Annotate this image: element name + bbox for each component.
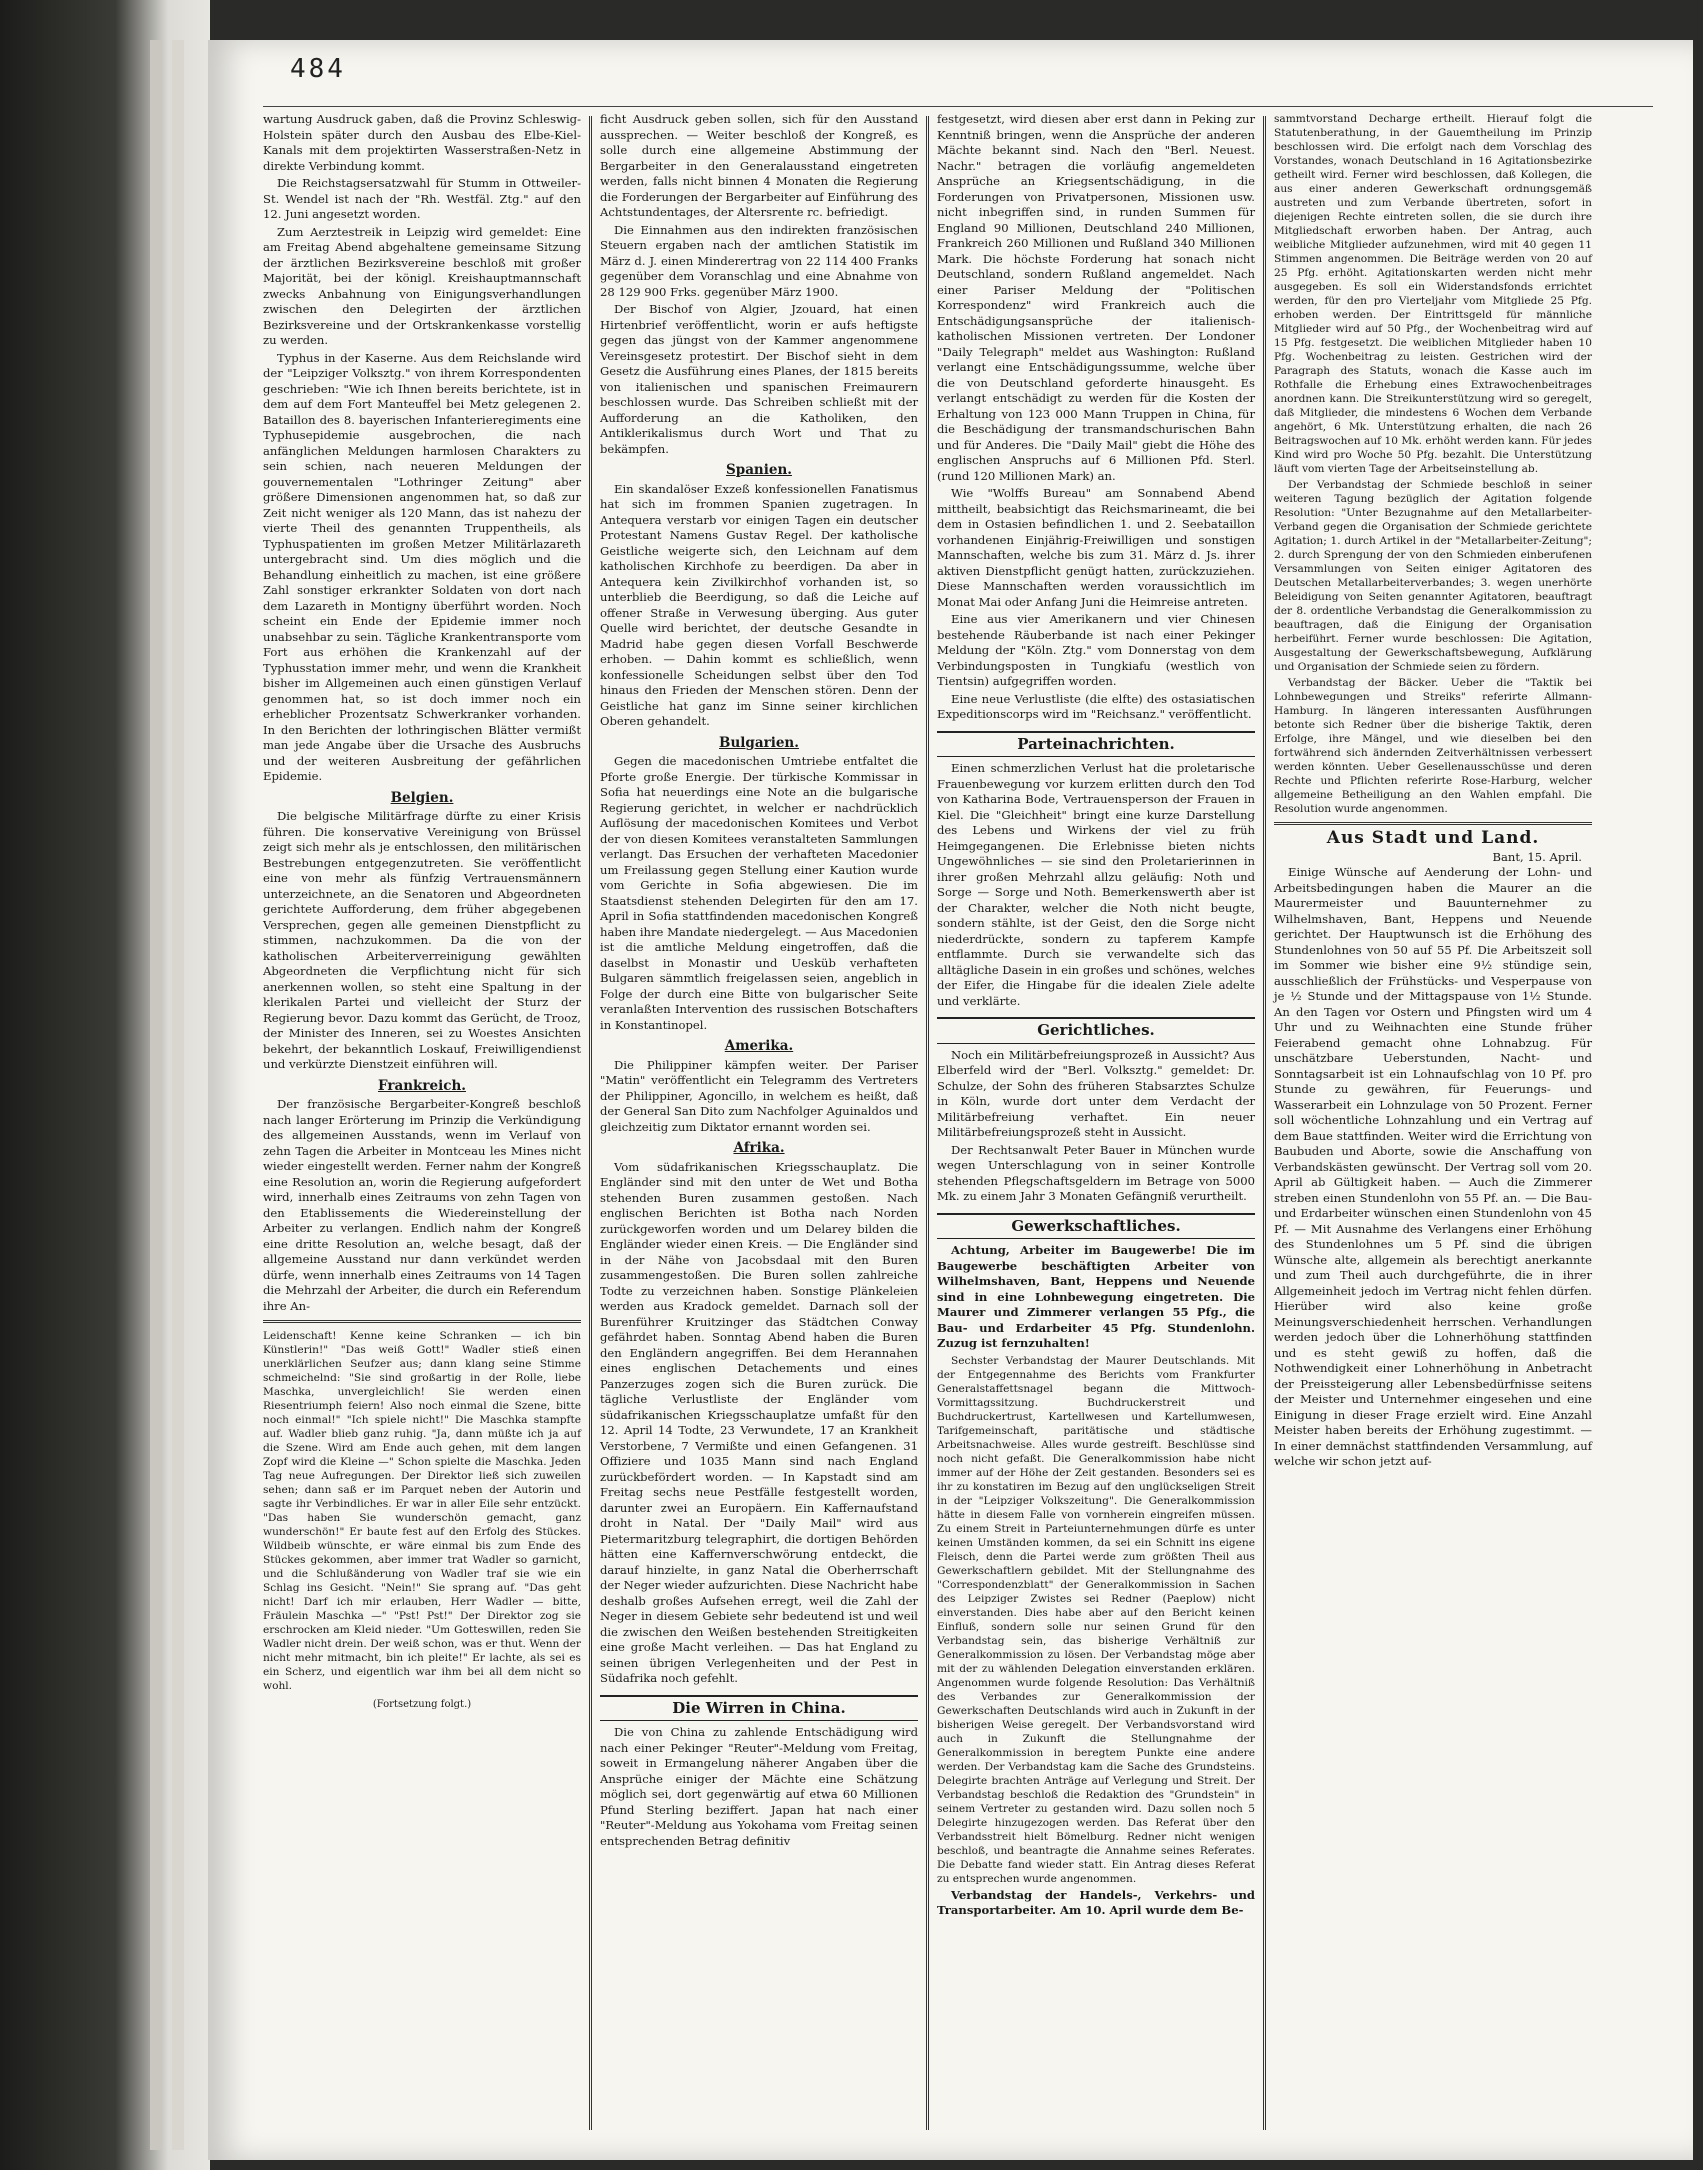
binding-edge bbox=[150, 40, 162, 2150]
section-heading: Parteinachrichten. bbox=[937, 731, 1255, 758]
column-4 bbox=[1274, 112, 1592, 1472]
paragraph: Wie "Wolffs Bureau" am Sonnabend Abend mittheilt, beabsichtigt das Reichsmarineamt, die bei dem in Ostasien befindlichen 1. und 2. Seebataillon vorhandenen Einjährig-Freiwilligen und sonstigen Mannschaften, welche bis zum 31. März d. Js. ihrer aktiven Dienstpflicht genügt hatten, zurückzuziehen. Diese Mannschaften werden voraussichtlich im Monat Mai oder Anfang Juni die Heimreise antreten. bbox=[937, 486, 1255, 609]
newspaper-page bbox=[208, 40, 1693, 2160]
section-heading: Amerika. bbox=[724, 1038, 794, 1054]
paragraph: Die Philippiner kämpfen weiter. Der Pariser "Matin" veröffentlicht ein Telegramm des Vertreters der Philippiner, Agoncillo, in welchem es heißt, daß der General San Dito zum Nachfolger Aguinaldos und gleichzeitig zum Diktator ernannt worden sei. bbox=[600, 1057, 918, 1134]
section-heading: Bulgarien. bbox=[719, 734, 799, 751]
binding-edge bbox=[172, 40, 184, 2150]
dateline: Bant, 15. April. bbox=[1492, 849, 1582, 864]
continuation-note: (Fortsetzung folgt.) bbox=[372, 1699, 472, 1710]
paragraph: Eine aus vier Amerikanern und vier Chinesen bestehende Räuberbande ist nach einer Pekinger Meldung der "Köln. Ztg." vom Donnerstag von dem Verbindungsposten in Tungkiafu (westlich von Tientsin) aufgegriffen worden. bbox=[937, 612, 1255, 688]
paragraph: Der Rechtsanwalt Peter Bauer in München wurde wegen Unterschlagung von in seiner Kontrolle stehenden Pflegschaftsgeldern im Betrage von 5000 Mk. zu einem Jahr 3 Monaten Gefängniß verurtheilt. bbox=[937, 1142, 1255, 1203]
section-heading: Belgien. bbox=[390, 789, 454, 806]
feuilleton-text: Leidenschaft! Kenne keine Schranken — ich bin Künstlerin!" "Das weiß Gott!" Wadler stieß einen unerklärlichen Seufzer aus; dann klang seine Stimme schmeichelnd: "Sie sind großartig in der Rolle, liebe Maschka, unvergleichlich! Sie werden einen Riesentriumph feiern! Also noch einmal die Szene, bitte noch einmal!" "Ich spiele nicht!" Die Maschka stampfte auf. Wadler blieb ganz ruhig. "Ja, dann müßte ich ja auf die Szene. Wird am Ende auch gehen, mit dem langen Zopf wird die Kleine —" Schon spielte die Maschka. Jeden Tag neue Aufregungen. Der Direktor ließ sich zuweilen sehen; dann saß er im Parquet neben der Autorin und sagte ihr Verbindliches. Er war in aller Eile sehr entzückt. "Das haben Sie wunderschön gemacht, ganz wunderschön!" Er baute fest auf den Erfolg des Stückes. Wildbeib wünschte, er wäre einmal bis zum Ende des Stückes gekommen, aber immer trat Wadler so garnicht, und die Schlußänderung von Wadler traf sie wie ein Schlag ins Gesicht. "Nein!" Sie sprang auf. "Das geht nicht! Darf ich mir erlauben, Herr Wadler — bitte, Fräulein Maschka —" "Pst! Pst!" Der Direktor zog sie erschrocken am Kleid nieder. "Um Gotteswillen, reden Sie Wadler nicht drein. Der weiß schon, was er thut. Wenn der nicht mehr mitmacht, bin ich pleite!" Er lachte, als sei es ein Scherz, und eigentlich war ihm bei all dem nicht so wohl. bbox=[263, 1330, 581, 1692]
paragraph: Achtung, Arbeiter im Baugewerbe! Die im Baugewerbe beschäftigten Arbeiter von Wilhelmshaven, Bant, Heppens und Neuende sind in eine Lohnbewegung eingetreten. Die Maurer und Zimmerer verlangen 55 Pfg., die Bau- und Erdarbeiter 45 Pfg. Stundenlohn. Zuzug ist fernzuhalten! bbox=[937, 1243, 1255, 1350]
section-heading: Gewerkschaftliches. bbox=[937, 1213, 1255, 1240]
paragraph: Einige Wünsche auf Aenderung der Lohn- und Arbeitsbedingungen haben die Maurer an die Maurermeister und Bauunternehmer zu Wilhelmshaven, Bant, Heppens und Neuende gerichtet. Der Hauptwunsch ist die Erhöhung des Stundenlohnes von 50 auf 55 Pf. Die Arbeitszeit soll im Sommer wie bisher eine 9½ stündige sein, ausschließlich der Frühstücks- und Vesperpause von je ½ Stunde und der Mittagspause von 1½ Stunde. An den Tagen vor Ostern und Pfingsten wird um 4 Uhr und zu Weihnachten eine Stunde früher Feierabend gemacht ohne Lohnabzug. Für unschätzbare Ueberstunden, Nacht- und Sonntagsarbeit ist ein Lohnaufschlag von 10 Pf. pro Stunde zu gewähren, für Feuerungs- und Wasserarbeit ein Lohnzulage von 50 Prozent. Ferner soll wöchentliche Lohnzahlung und ein Vertrag auf dem Baue stattfinden. Weiter wird die Errichtung von Baubuden und Aborte, sowie die Anschaffung von Verbandskästen gewünscht. Der Vertrag soll vom 20. April ab Gültigkeit haben. — Auch die Zimmerer streben einen Stundenlohn von 55 Pf. an. — Die Bau- und Erdarbeiter wünschen einen Stundenlohn von 45 Pf. — Mit Ausnahme des Verlangens einer Erhöhung des Stundenlohnes um 5 Pf. sind die übrigen Wünsche alte, allgemein als berechtigt anerkannte und zum Theil auch durchgeführte, die in ihrer Allgemeinheit jedoch im Vertrag nicht fehlen dürfen. Hierüber wird also keine große Meinungsverschiedenheit herrschen. Verhandlungen werden jedoch über die Lohnerhöhung stattfinden und es steht gewiß zu hoffen, daß die Nothwendigkeit einer Lohnerhöhung in Anbetracht der Preissteigerung aller Lebensbedürfnisse seitens der Meister und Unternehmer eingesehen und eine Einigung in dieser Frage erzielt wird. Eine Anzahl Meister haben bereits der Erhöhung zugestimmt. — In einer demnächst stattfindenden Versammlung, auf welche wir schon jetzt auf- bbox=[1274, 865, 1592, 1468]
section-heading: Gerichtliches. bbox=[937, 1017, 1255, 1044]
paragraph: Vom südafrikanischen Kriegsschauplatz. Die Engländer sind mit den unter de Wet und Botha stehenden Buren zusammen gestoßen. Nach englischen Berichten ist Botha nach Norden zurückgeworfen worden und um Delarey bilden die Engländer wieder einen Kreis. — Die Engländer sind in der Nähe von Jacobsdaal mit den Buren zusammengestoßen. Die Buren sollen zahlreiche Todte zu verzeichnen haben. Sonstige Plänkeleien werden aus Kradock gemeldet. Darnach soll der Burenführer Kruitzinger das Städtchen Conway gefährdet haben. Sonntag Abend haben die Buren den Engländern angegriffen. Bei dem Herannahen eines englischen Detachements und eines Panzerzuges zogen sich die Buren zurück. Die tägliche Verlustliste der Engländer vom südafrikanischen Kriegsschauplatze umfaßt für den 12. April 14 Todte, 23 Verwundete, 17 an Krankheit Verstorbene, 7 Vermißte und einen Gefangenen. 31 Offiziere und 1035 Mann sind nach England zurückbefördert worden. — In Kapstadt sind am Freitag sechs neue Pestfälle festgestellt worden, darunter zwei an Europäern. Ein Kaffernaufstand droht in Natal. Der "Daily Mail" wird aus Pietermaritzburg telegraphirt, die dortigen Behörden hätten eine Kaffernverschwörung entdeckt, die darauf hinzielte, in ganz Natal die Oberherrschaft der Neger wieder aufzurichten. Diese Nachricht habe deshalb großes Aufsehen erregt, weil die Zahl der Neger in diesem Gebiete sehr bedeutend ist und weil die zwischen den Weißen bestehenden Streitigkeiten eine große Macht verleihen. — Das hat England zu seinen übrigen Verlegenheiten und der Pest in Südafrika noch gefehlt. bbox=[600, 1159, 918, 1685]
paragraph: Zum Aerztestreik in Leipzig wird gemeldet: Eine am Freitag Abend abgehaltene gemeinsame Sitzung der ärztlichen Bezirksvereine beschloß mit großer Majorität, bei der königl. Kreishauptmannschaft zwecks Anbahnung von Einigungsverhandlungen zwischen den Delegirten der ärztlichen Bezirksvereine und der Ortskrankenkasse vorstellig zu werden. bbox=[263, 224, 581, 347]
section-heading: Frankreich. bbox=[378, 1077, 466, 1094]
section-heading: Aus Stadt und Land. bbox=[1326, 828, 1540, 848]
paragraph: Die von China zu zahlende Entschädigung wird nach einer Pekinger "Reuter"-Meldung vom Freitag, soweit in Ermangelung näherer Angaben über die Ansprüche einiger der Mächte eine Schätzung möglich sei, dort gegenwärtig auf etwa 60 Millionen Pfund Sterling beziffert. Japan hat nach einer "Reuter"-Meldung aus Yokohama vom Freitag seinen entsprechenden Betrag definitiv bbox=[600, 1725, 918, 1848]
paragraph: Der Verbandstag der Schmiede beschloß in seiner weiteren Tagung bezüglich der Agitation folgende Resolution: "Unter Bezugnahme auf den Metallarbeiter-Verband gegen die Organisation der Schmiede gerichtete Agitation; 1. durch Artikel in der "Metallarbeiter-Zeitung"; 2. durch Sprengung der von den Schmieden einberufenen Versammlungen von Seiten einiger Agitatoren des Deutschen Metallarbeiterverbandes; 3. wegen unerhörte Beleidigung von Seiten genannter Agitatoren, beauftragt der 8. ordentliche Verbandstag die Generalkommission zu beauftragen, daß die Einigung der Organisation herbeiführt. Ferner wurde beschlossen: Die Agitation, Ausgestaltung der Gewerkschaftsbewegung, Aufklärung und Organisation der Schmiede seien zu fördern. bbox=[1274, 479, 1592, 673]
column-rule bbox=[589, 116, 592, 2130]
paragraph: Die Reichstagsersatzwahl für Stumm in Ottweiler-St. Wendel ist nach der "Rh. Westfäl. Ztg." auf den 12. Juni angesetzt worden. bbox=[263, 176, 581, 221]
paragraph: Einen schmerzlichen Verlust hat die proletarische Frauenbewegung vor kurzem erlitten durch den Tod von Katharina Bode, Vertrauensperson der Frauen in Kiel. Die "Gleichheit" bringt eine kurze Darstellung des Lebens und Wirkens der viel zu früh Heimgegangenen. Die Erlebnisse bieten nichts Ungewöhnliches — sie sind den Proletarierinnen in ihrer großen Mehrzahl allzu geläufig: Noth und Sorge — Sorge und Noth. Bemerkenswerth aber ist der Charakter, welcher die Noth nicht beugte, sondern stählte, ist der Geist, den die Sorge nicht niederdrückte, sondern zu tapferem Kampfe entflammte. Durch sie verwandelte sich das alltägliche Dasein in ein großes und schönes, welches der Eifer, die Hingabe für die idealen Ziele adelte und verklärte. bbox=[937, 761, 1255, 1008]
paragraph: Die Einnahmen aus den indirekten französischen Steuern ergaben nach der amtlichen Statistik im März d. J. einen Minderertrag von 22 114 400 Franks gegenüber dem Voranschlag und eine Abnahme von 28 129 900 Frks. gegenüber März 1900. bbox=[600, 222, 918, 299]
feuilleton-rule bbox=[263, 1320, 581, 1323]
section-heading: Die Wirren in China. bbox=[600, 1695, 918, 1722]
book-binding bbox=[0, 0, 210, 2170]
paragraph: Noch ein Militärbefreiungsprozeß in Aussicht? Aus Elberfeld wird der "Berl. Volksztg." gemeldet: Dr. Schulze, der Sohn des früheren Stabsarztes Schulze in Köln, wurde dort unter dem Verdacht der Militärbefreiung verhaftet. Ein neuer Militärbefreiungsprozeß steht in Aussicht. bbox=[937, 1047, 1255, 1139]
column-rule bbox=[1263, 116, 1266, 2130]
paragraph: Die belgische Militärfrage dürfte zu einer Krisis führen. Die konservative Vereinigung von Brüssel zeigt sich mehr als je entschlossen, den militärischen Bestrebungen entgegenzutreten. Sie veröffentlicht eine von mehr als fünfzig Vertrauensmännern unterzeichnete, an die Senatoren und Abgeordneten gerichtete Aufforderung, dem früher abgegebenen Versprechen, gegen alle gemeinen Dienstpflicht zu stimmen, nachzukommen. Da die von der katholischen Arbeiterverreinigung gewählten Abgeordneten die Verpflichtung nicht für sich anerkennen wollen, so steht eine Spaltung in der klerikalen Partei und vielleicht der Sturz der Regierung bevor. Dazu kommt das Gerücht, de Trooz, der Minister des Inneren, sei zu Woestes Ansichten bekehrt, der bekanntlich Loskauf, Freiwilligendienst und verkürzte Dienstzeit einführen will. bbox=[263, 809, 581, 1071]
paragraph: Ein skandalöser Exzeß konfessionellen Fanatismus hat sich im frommen Spanien zugetragen. In Antequera verstarb vor einigen Tagen ein deutscher Protestant Namens Gustav Regel. Der katholische Geistliche weigerte sich, den Leichnam auf dem katholischen Kirchhofe zu beerdigen. Da aber in Antequera kein Zivilkirchhof vorhanden ist, so unterblieb die Beerdigung, so daß die Leiche auf offener Straße in Verwesung überging. Aus guter Quelle wird berichtet, der deutsche Gesandte in Madrid habe gegen diesen Vorfall Beschwerde erhoben. — Dahin kommt es schließlich, wenn konfessionelle Scheidungen selbst über den Tod hinaus den Frieden der Menschen stören. Denn der Geistliche hat ganz im Sinne seiner kirchlichen Oberen gehandelt. bbox=[600, 481, 918, 728]
paragraph: wartung Ausdruck gaben, daß die Provinz Schleswig-Holstein später durch den Ausbau des Elbe-Kiel-Kanals mit dem projektirten Wasserstraßen-Netz in direkte Verbindung kommt. bbox=[263, 112, 581, 173]
top-rule bbox=[263, 106, 1653, 107]
paragraph: sammtvorstand Decharge ertheilt. Hierauf folgt die Statutenberathung, in der Gauemtheilung im Prinzip beschlossen wird. Die erfolgt nach dem Vorschlag des Vorstandes, wonach Deutschland in 16 Agitationsbezirke getheilt wird. Ferner wird beschlossen, daß Kollegen, die aus einer anderen Gewerkschaft ordnungsgemäß austreten und zum Verbande übertreten, sofort in diejenigen Rechte eintreten sollen, die sie durch ihre Mitgliedschaft erworben haben. Der Antrag, auch weibliche Mitglieder aufzunehmen, wird mit 40 gegen 11 Stimmen angenommen. Die Beiträge werden von 20 auf 25 Pfg. erhöht. Agitationskarten werden nicht mehr ausgegeben. Es soll ein Widerstandsfonds errichtet werden, für den pro Vierteljahr vom Mitgliede 25 Pfg. erhoben werden. Der Eintrittsgeld für männliche Mitglieder wird auf 50 Pfg., der Wochenbeitrag wird auf 15 Pfg. festgesetzt. Die weiblichen Mitglieder haben 10 Pfg. Wochenbeitrag zu leisten. Gestrichen wird der Paragraph des Statuts, wonach die Kasse auch im Rothfalle die Erhebung eines Extrawochenbeitrages anordnen kann. Die Streikunterstützung wird so geregelt, daß Mitglieder, die mindestens 6 Wochen dem Verbande angehört, 6 Mk. Unterstützung erhalten, die nach 26 Beitragswochen auf 10 Mk. erhöht werden kann. Für jedes Kind wird pro Woche 50 Pfg. bezahlt. Die Unterstützung läuft vom vierten Tage der Arbeitseinstellung ab. bbox=[1274, 113, 1592, 475]
section-heading: Spanien. bbox=[726, 462, 792, 478]
column-3 bbox=[937, 112, 1255, 1921]
paragraph: Sechster Verbandstag der Maurer Deutschlands. Mit der Entgegennahme des Berichts vom Frankfurter Generalstaffettsnagel begann die Mittwoch-Vormittagssitzung. Buchdruckerstreit und Buchdruckertrust, Kartellwesen und Kartellumwesen, Tarifgemeinschaft, paritätische und städtische Arbeitsnachweise. Alles wurde gestreift. Beschlüsse sind noch nicht gefaßt. Die Generalkommission habe nicht immer auf der Höhe der Zeit gestanden. Besonders sei es ihr zu konstatiren im Bezug auf den unglückseligen Streit in der "Leipziger Volkszeitung". Die Generalkommission hätte in diesem Falle von vornherein eingreifen müssen. Zu einem Streit in Parteiunternehmungen dürfe es unter keinen Umständen kommen, da sei ein Schnitt ins eigene Fleisch, denn die Partei werde zum größten Theil aus Gewerkschaftlern gebildet. Mit der Stellungnahme des "Correspondenzblatt" der Generalkommission in Sachen des Leipziger Zwistes sei Redner (Paeplow) nicht einverstanden. Dies habe aber auf den Bericht keinen Einfluß, sondern solle nur seinen Grund für den Verbandstag sein, das bisherige Verhältniß zur Generalkommission zu lösen. Der Verbandstag möge aber mit der zu wählenden Delegation einverstanden erklären. Angenommen wurde folgende Resolution: Das Verhältniß des Verbandes zur Generalkommission der Gewerkschaften Deutschlands wird auch in Zukunft in der bisherigen Weise geregelt. Der Verbandsvorstand wird auch in Zukunft die Stellungnahme der Generalkommission in beregtem Punkte eine andere werden. Der Verbandstag kam die Sache des Grundsteins. Delegirte brachten Anträge auf Verlegung und Streit. Der Verbandstag beschloß die Redaktion des "Grundstein" in seinem Vertreter zu gestanden wird. Dazu sollen noch 5 Delegirte hinzugezogen werden. Das Referat über den Verbandsstreit hielt Bömelburg. Redner nicht wenigen beschloß, und beantragte die Annahme seines Referates. Die Debatte fand wieder statt. Ein Antrag dieses Referat zu entsprechen wurde angenommen. bbox=[937, 1354, 1255, 1885]
paragraph: Typhus in der Kaserne. Aus dem Reichslande wird der "Leipziger Volksztg." von ihrem Korrespondenten geschrieben: "Wie ich Ihnen bereits berichtete, ist in dem auf dem Fort Manteuffel bei Metz gelegenen 2. Bataillon des 8. bayerischen Infanterieregiments eine Typhusepidemie ausgebrochen, die nach anfänglichen Meldungen harmlosen Charakters zu sein schien, nach neueren Meldungen der gouvernementalen "Lothringer Zeitung" aber größere Dimensionen angenommen hat, so daß zur Zeit nicht weniger als 120 Mann, das ist nahezu der vierte Theil des genannten Truppentheils, als Typhuspatienten im großen Metzer Militärlazareth untergebracht sind. Um dies möglich und die Behandlung einheitlich zu machen, ist eine größere Zahl sonstiger erkrankter Soldaten von dort nach dem Lazareth in Montigny überführt worden. Noch scheint ein Ende der Epidemie immer noch unabsehbar zu sein. Tägliche Krankentransporte vom Fort aus erhöhen die Krankenzahl auf der Typhusstation immer mehr, und wenn die Krankheit bisher im Allgemeinen auch einen günstigen Verlauf genommen hat, so ist doch immer noch ein erheblicher Prozentsatz Schwerkranker vorhanden. In den Berichten der lothringischen Blätter vermißt man jede Angabe über die Ursache des Ausbruchs und der weiteren Ausbreitung der gefährlichen Epidemie. bbox=[263, 350, 581, 783]
column-rule bbox=[926, 116, 929, 2130]
paragraph: Der Bischof von Algier, Jzouard, hat einen Hirtenbrief veröffentlicht, worin er aufs heftigste gegen das jüngst von der Kammer angenommene Vereinsgesetz protestirt. Der Bischof sieht in dem Gesetz die Ausführung eines Planes, der 1815 bereits von italienischen und spanischen Freimaurern beschlossen wurde. Das Schreiben schließt mit der Aufforderung an die Katholiken, den Antiklerikalismus durch Wort und That zu bekämpfen. bbox=[600, 302, 918, 456]
page-number: 484 bbox=[290, 54, 346, 84]
paragraph: Eine neue Verlustliste (die elfte) des ostasiatischen Expeditionscorps wird im "Reichsanz." veröffentlicht. bbox=[937, 691, 1255, 721]
paragraph: Verbandstag der Bäcker. Ueber die "Taktik bei Lohnbewegungen und Streiks" referirte Allmann-Hamburg. In längeren interessanten Ausführungen betonte sich Redner über die bisherige Taktik, deren Erfolge, ihre Mängel, und wie dieselben bei den fortwährend sich ändernden Zeitverhältnissen verbessert werden könnten. Ueber Gesellenausschüsse und deren Rechte und Pflichten referirte Rose-Harburg, welcher allgemeine Betheiligung an den Wahlen empfahl. Die Resolution wurde angenommen. bbox=[1274, 677, 1592, 815]
section-rule bbox=[1274, 822, 1592, 825]
column-1 bbox=[263, 112, 581, 1713]
paragraph: Gegen die macedonischen Umtriebe entfaltet die Pforte große Energie. Der türkische Kommissar in Sofia hat neuerdings eine Note an die bulgarische Regierung gerichtet, in welcher er nachdrücklich Auflösung der macedonischen Komitees und Verbot der von diesen Komitees veranstalteten Sammlungen verlangt. Das Ersuchen der verhafteten Macedonier um Freilassung gegen Stellung einer Kaution wurde vom Gerichte in Sofia abgewiesen. Die im Staatsdienst stehenden Delegirten für den am 17. April in Sofia stattfindenden macedonischen Kongreß haben ihre Mandate niedergelegt. — Aus Macedonien ist die amtliche Meldung eingetroffen, daß die daselbst in Monastir und Uesküb verhafteten Bulgaren sämmtlich freigelassen seien, angeblich in Folge der durch eine Bitte von bulgarischer Seite veranlaßten Intervention des russischen Botschafters in Konstantinopel. bbox=[600, 754, 918, 1032]
section-heading: Afrika. bbox=[733, 1140, 785, 1156]
paragraph: Verbandstag der Handels-, Verkehrs- und Transportarbeiter. Am 10. April wurde dem Be- bbox=[937, 1887, 1255, 1917]
column-2 bbox=[600, 112, 918, 1851]
paragraph: festgesetzt, wird diesen aber erst dann in Peking zur Kenntniß bringen, wenn die Ansprüche der anderen Mächte bekannt sind. Nach den "Berl. Neuest. Nachr." betragen die vorläufig angemeldeten Ansprüche an Kriegsentschädigung, in die Forderungen von Privatpersonen, Missionen usw. nicht inbegriffen sind, in runden Summen für England 90 Millionen, Deutschland 240 Millionen, Frankreich 260 Millionen und Rußland 340 Millionen Mark. Die höchste Forderung hat sonach nicht Deutschland, sondern Rußland angemeldet. Nach einer Pariser Meldung der "Politischen Korrespondenz" wird Frankreich auch die Entschädigungsansprüche der italienisch-katholischen Missionen vertreten. Der Londoner "Daily Telegraph" meldet aus Washington: Rußland verlangt eine Entschädigungssumme, welche über die von Deutschland geforderte hinausgeht. Es verlangt entschädigt zu werden für die Kosten der Erhaltung von 123 000 Mann Truppen in China, für die Beschädigung der transmandschurischen Bahn und für Anderes. Die "Daily Mail" giebt die Höhe des englischen Anspruchs auf 6 Millionen Pfd. Sterl. (rund 120 Millionen Mark) an. bbox=[937, 112, 1255, 483]
paragraph: ficht Ausdruck geben sollen, sich für den Ausstand aussprechen. — Weiter beschloß der Kongreß, es solle durch eine allgemeine Abstimmung der Bergarbeiter in den Generalausstand eingetreten werden, falls nicht binnen 4 Monaten die Regierung die Forderungen der Bergarbeiter auf Einführung des Achtstundentages, der Altersrente rc. befriedigt. bbox=[600, 112, 918, 219]
paragraph: Der französische Bergarbeiter-Kongreß beschloß nach langer Erörterung im Prinzip die Verkündigung des allgemeinen Ausstands, wenn im Verlauf von zehn Tagen die Arbeiter in Montceau les Mines nicht wieder eingestellt werden. Ferner nahm der Kongreß eine Resolution an, worin die Regierung aufgefordert wird, innerhalb eines Zeitraums von zehn Tagen von den Etablissements die Wiedereinstellung der Arbeiter zu verlangen. Endlich nahm der Kongreß eine dritte Resolution an, welche besagt, daß der allgemeine Ausstand nur dann verkündet werden dürfe, wenn innerhalb eines Zeitraums von 14 Tagen die Mehrzahl der Arbeiter, die durch ein Referendum ihre An- bbox=[263, 1097, 581, 1313]
